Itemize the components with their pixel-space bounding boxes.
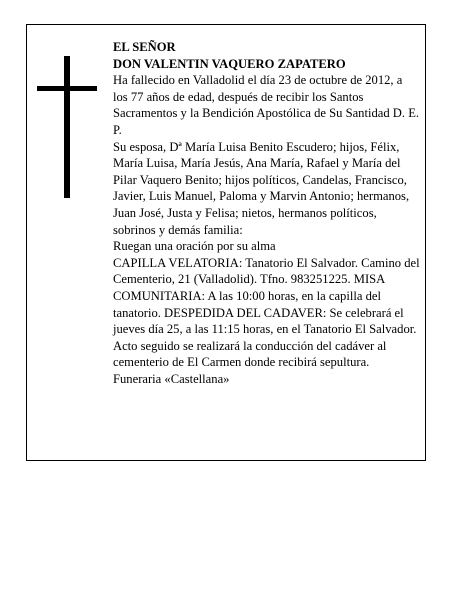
obituary-text [113, 39, 420, 387]
funeral-home: Funeraria «Castellana» [113, 371, 230, 386]
ceremony-details: CAPILLA VELATORIA: Tanatorio El Salvador. Camino del Cementerio, 21 (Valladolid). Tfno. 983251225. MISA COMUNITARIA: A las 10:00 horas, en la capilla del tanatorio. DESPEDIDA DEL CADAVER: Se celebrará el jueves día 25, a las 11:15 horas, en el Tanatorio El Salvador. Acto seguido se realizará la conducción del cadáver al cementerio de El Carmen donde recibirá sepultura. [113, 255, 420, 370]
family-list: Su esposa, Dª María Luisa Benito Escudero; hijos, Félix, María Luisa, María Jesús, Ana María, Rafael y María del Pilar Vaquero Benito; hijos políticos, Candelas, Francisco, Javier, Luis Manuel, Paloma y Marvin Antonio; hermanos, Juan José, Justa y Felisa; nietos, hermanos políticos, sobrinos y demás familia: [113, 139, 410, 237]
notice-heading: EL SEÑOR [113, 40, 176, 54]
prayer-request: Ruegan una oración por su alma [113, 239, 276, 254]
cross-icon [37, 56, 97, 198]
cross-vertical-bar [64, 56, 70, 198]
deceased-name: DON VALENTIN VAQUERO ZAPATERO [113, 56, 346, 71]
death-announcement: Ha fallecido en Valladolid el día 23 de octubre de 2012, a los 77 años de edad, después de recibir los Santos Sacramentos y la Bendición Apostólica de Su Santidad D. E. P. [113, 73, 420, 137]
cross-horizontal-bar [37, 86, 97, 91]
